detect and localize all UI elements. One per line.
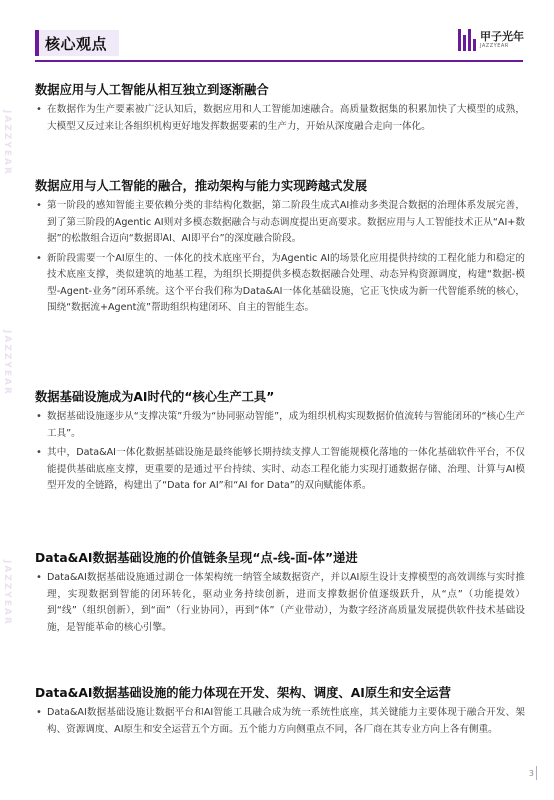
bullet-item: • Data&AI数据基础设施通过湖仓一体架构统一纳管全域数据资产，并以AI原生设计支撑模型的高效训练与实时推理，实现数据到智能的闭环转化，驱动业务持续创新，进而支撑数据价值逐级跃升，从“点”（功能提效）到“线”（组织创新），到“面”（行业协同），再到“体”（产业带动），为数字经济高质量发展提供软件技术基础设施，是智能革命的核心引擎。	[35, 570, 525, 636]
logo-icon	[458, 29, 476, 51]
section-value-chain	[35, 550, 525, 639]
bullet-item: • 新阶段需要一个AI原生的、一体化的技术底座平台，为Agentic AI的场景化应用提供持续的工程化能力和稳定的技术底座支撑，类似建筑的地基工程，为组织长期提供多模态数据融合处理、动态异构资源调度，构建“数据-模型-Agent-业务”闭环系统。这个平台我们称为Data&AI一体化基础设施，它正飞快成为新一代智能系统的核心，围绕“数据流+Agent流”帮助组织构建闭环、自主的智能生态。	[35, 251, 525, 317]
section-heading: Data&AI数据基础设施的价值链条呈现“点-线-面-体”递进	[35, 551, 358, 565]
section-heading: 数据应用与人工智能从相互独立到逐渐融合	[35, 83, 269, 97]
brand-logo	[458, 26, 524, 54]
section-architecture	[35, 178, 525, 320]
page-number: 3	[528, 769, 534, 778]
logo-name-cn: 甲子光年	[480, 30, 524, 43]
section-integration	[35, 82, 525, 138]
watermark: JAZZYEAR	[2, 110, 12, 176]
section-heading: 数据基础设施成为AI时代的“核心生产工具”	[35, 390, 275, 404]
page-title: 核心观点	[45, 34, 108, 53]
bullet-item: • Data&AI数据基础设施让数据平台和AI智能工具融合成为统一系统性底座，其关键能力主要体现于融合开发、架构、资源调度、AI原生和安全运营五个方面。五个能力方向侧重点不同，各厂商在其专业方向上各有侧重。	[35, 705, 525, 738]
bullet-item: • 数据基础设施逐步从“支撑决策”升级为“协同驱动智能”，成为组织机构实现数据价值流转与智能闭环的“核心生产工具”。	[35, 409, 525, 442]
watermark: JAZZYEAR	[2, 330, 12, 396]
section-heading: Data&AI数据基础设施的能力体现在开发、架构、调度、AI原生和安全运营	[35, 686, 451, 700]
section-heading: 数据应用与人工智能的融合，推动架构与能力实现跨越式发展	[35, 179, 368, 193]
bullet-item: • 在数据作为生产要素被广泛认知后，数据应用和人工智能加速融合。高质量数据集的积累加快了大模型的成熟，大模型又反过来让各组织机构更好地发挥数据要素的生产力，开始从深度融合走向一体化。	[35, 102, 525, 135]
watermark: JAZZYEAR	[2, 560, 12, 626]
bullet-item: • 第一阶段的感知智能主要依赖分类的非结构化数据，第二阶段生成式AI推动多类混合数据的治理体系发展完善，到了第三阶段的Agentic AI则对多模态数据融合与动态调度提出更高要求。数据应用与人工智能技术正从“AI+数据”的松散组合迈向“数据即AI、AI即平台”的深度融合阶段。	[35, 198, 525, 248]
header-divider	[35, 60, 523, 62]
section-capabilities	[35, 685, 525, 741]
logo-name-en: JAZZYEAR	[480, 43, 509, 49]
section-core-tool	[35, 389, 525, 498]
bullet-item: • 其中，Data&AI一体化数据基础设施是最终能够长期持续支撑人工智能规模化落地的一体化基础软件平台，不仅能提供基础底座支撑，更重要的是通过平台持续、实时、动态工程化能力实现打通数据存储、治理、计算与AI模型开发的全链路，构建出了“Data for AI”和“AI for Data”的双向赋能体系。	[35, 445, 525, 495]
page-title-box	[35, 30, 119, 56]
page-number-bar	[536, 766, 537, 780]
